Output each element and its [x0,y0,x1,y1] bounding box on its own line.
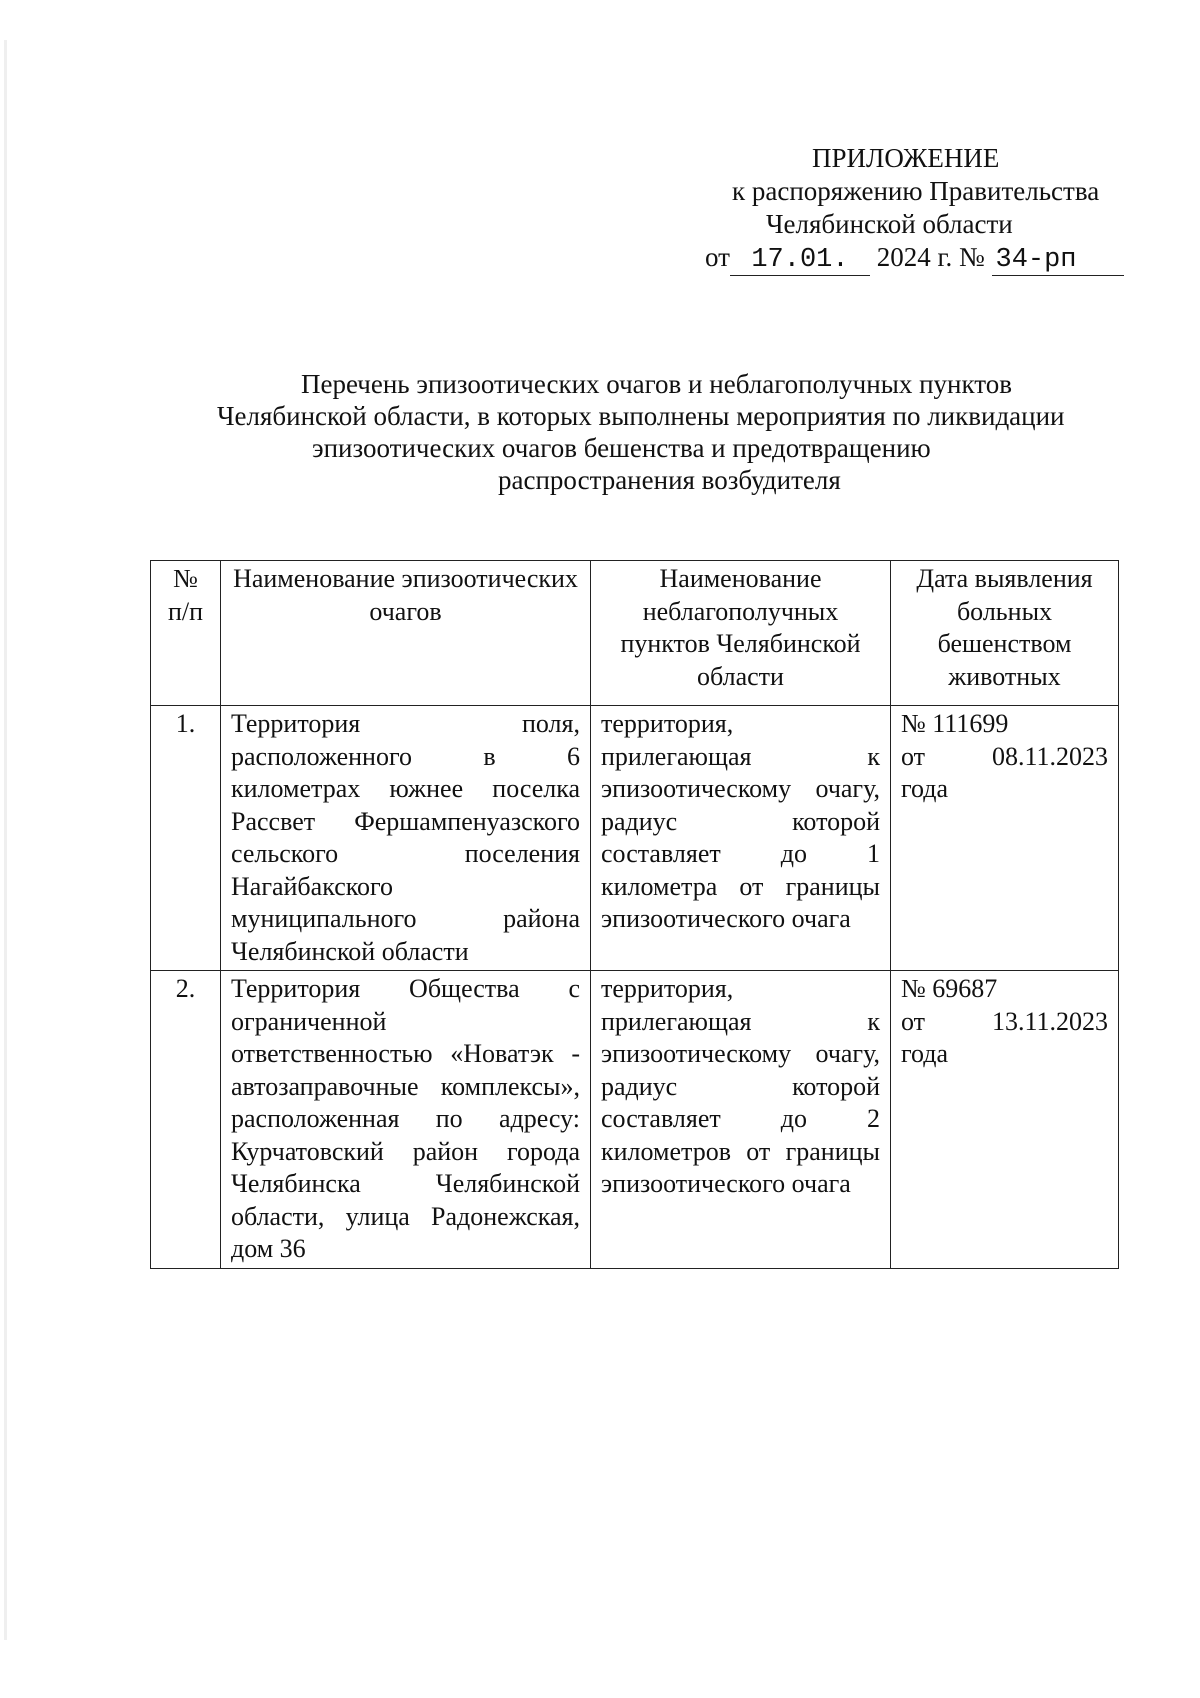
title-line-1: Перечень эпизоотических очагов и неблагополучных пунктов [301,369,1012,399]
row-date-line [901,1006,1108,1039]
appendix-line-region: Челябинской области [766,209,1013,239]
row-point: территория, прилегающая к эпизоотическому очагу, радиус которой составляет до 1 километра от границы эпизоотического очага [591,706,891,971]
title-line-2: Челябинской области, в которых выполнены мероприятия по ликвидации [217,401,1065,431]
handwritten-date: 17.01. [730,245,870,276]
row-num: 2. [151,971,221,1269]
row-date-cell [891,971,1119,1269]
appendix-date-line [705,241,1124,276]
row-date-prefix: от [901,1006,926,1036]
year-suffix: 2024 г. № [876,242,985,272]
row-date-cell [891,706,1119,971]
row-point: территория, прилегающая к эпизоотическому очагу, радиус которой составляет до 2 километров от границы эпизоотического очага [591,971,891,1269]
foci-table [150,560,1119,1269]
header-num: № п/п [151,561,221,706]
table-header-row [151,561,1119,706]
appendix-heading: ПРИЛОЖЕНИЕ [812,143,1000,173]
appendix-line-order: к распоряжению Правительства [732,176,1100,206]
title-line-3: эпизоотических очагов бешенства и предотвращению [312,433,931,463]
header-foci: Наименование эпизоотических очагов [221,561,591,706]
row-num: 1. [151,706,221,971]
from-prefix: от [705,242,730,272]
row-date-prefix: от [901,741,926,771]
row-doc-number: № 69687 [901,974,998,1003]
row-date: 08.11.2023 [991,741,1108,771]
row-date-line [901,741,1108,774]
row-date: 13.11.2023 [991,1006,1108,1036]
title-line-4: распространения возбудителя [498,465,841,495]
row-date-suffix: года [901,1039,949,1068]
handwritten-number: 34-рп [992,245,1124,276]
header-date: Дата выявления больных бешенством животных [891,561,1119,706]
scan-edge-mark [4,40,7,1640]
row-doc-number: № 111699 [901,709,1009,738]
row-date-suffix: года [901,774,949,803]
header-points: Наименование неблагополучных пунктов Челябинской области [591,561,891,706]
table-row [151,706,1119,971]
row-focus: Территория Общества с ограниченной ответственностью «Новатэк - автозаправочные комплексы», расположенная по адресу: Курчатовский район города Челябинска Челябинской области, улица Радонежская, дом 36 [221,971,591,1269]
row-focus: Территория поля, расположенного в 6 километрах южнее поселка Рассвет Фершампенуазского сельского поселения Нагайбакского муниципального района Челябинской области [221,706,591,971]
table-row [151,971,1119,1269]
